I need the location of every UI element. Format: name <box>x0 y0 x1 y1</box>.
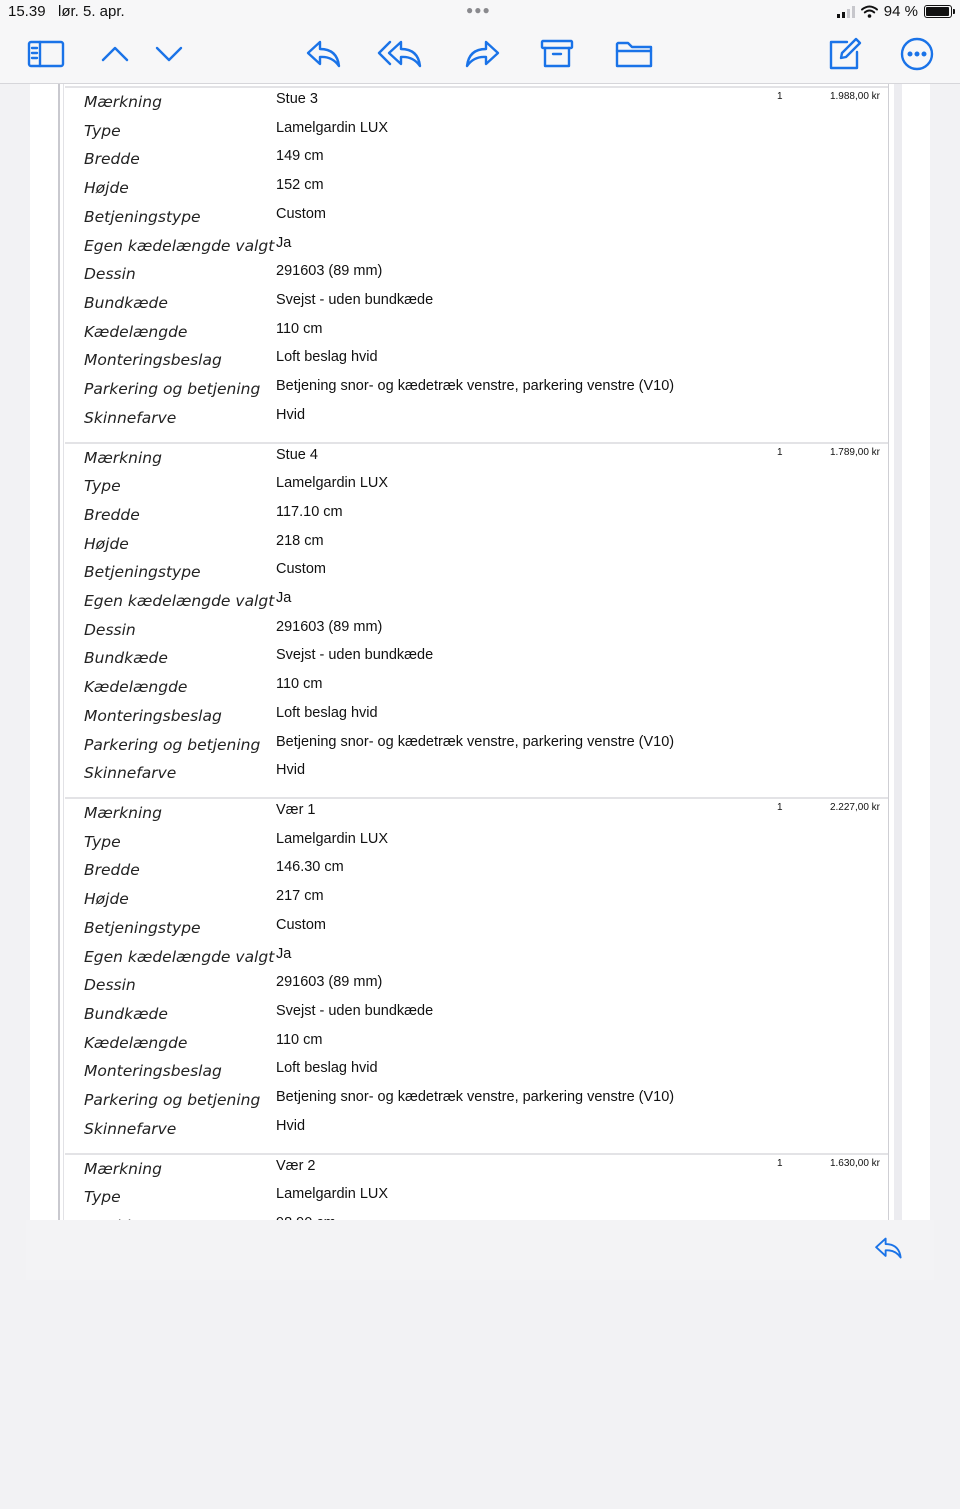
spec-label: Bredde <box>84 150 140 169</box>
spec-label: Skinnefarve <box>84 764 177 783</box>
spec-label: Højde <box>84 179 129 198</box>
spec-row <box>65 559 888 587</box>
spec-row <box>65 445 888 473</box>
spec-label: Bredde <box>84 505 140 524</box>
spec-row <box>65 760 888 788</box>
spec-label: Type <box>84 477 121 496</box>
spec-label: Parkering og betjening <box>84 380 261 398</box>
spec-value: Betjening snor- og kædetræk venstre, parkering venstre (V10) <box>276 1089 675 1105</box>
spec-value: 217 cm <box>276 888 324 905</box>
spec-label: Type <box>84 1188 121 1207</box>
spec-row <box>65 915 888 943</box>
spec-row <box>65 944 888 972</box>
spec-value: Hvid <box>276 406 306 423</box>
spec-value: Svejst - uden bundkæde <box>276 1002 434 1019</box>
spec-value: 110 cm <box>276 676 323 693</box>
spec-row <box>65 204 888 232</box>
spec-row <box>65 502 888 530</box>
spec-value: Svejst - uden bundkæde <box>276 647 434 664</box>
spec-row <box>65 405 888 433</box>
forward-icon <box>464 38 502 70</box>
spec-value: 218 cm <box>276 532 324 549</box>
spec-value: Loft beslag hvid <box>276 349 378 366</box>
order-line-item <box>65 797 888 1153</box>
spec-label: Mærkning <box>84 93 162 111</box>
reply-icon <box>304 38 342 70</box>
spec-value: Custom <box>276 916 326 933</box>
spec-value: Stue 3 <box>276 91 318 107</box>
item-price: 1.630,00 kr <box>829 1157 880 1169</box>
spec-row <box>65 146 888 174</box>
item-price: 1.988,00 kr <box>829 91 880 102</box>
status-time: 15.39 <box>8 3 46 20</box>
spec-label: Monteringsbeslag <box>84 1062 222 1081</box>
spec-label: Mærkning <box>84 448 162 467</box>
spec-row <box>65 1058 888 1086</box>
archive-icon <box>540 39 574 69</box>
spec-value: Stue 4 <box>276 446 318 463</box>
spec-label: Bundkæde <box>84 649 168 668</box>
spec-label: Parkering og betjening <box>84 735 261 754</box>
spec-label: Parkering og betjening <box>84 1091 261 1109</box>
move-to-folder-button[interactable] <box>612 34 656 74</box>
spec-row <box>65 531 888 559</box>
sidebar-toggle-button[interactable] <box>24 34 68 74</box>
item-separator <box>65 1153 888 1155</box>
spec-row <box>65 703 888 731</box>
spec-value: Lamelgardin LUX <box>276 119 389 136</box>
spec-label: Dessin <box>84 620 136 639</box>
item-separator <box>65 86 888 88</box>
item-quantity: 1 <box>777 1157 783 1169</box>
reply-button[interactable] <box>301 34 345 74</box>
multitasking-dots-icon[interactable]: ●●● <box>466 3 491 17</box>
spec-row <box>65 886 888 914</box>
item-separator <box>65 797 888 799</box>
spec-value: Vær 2 <box>276 1157 316 1174</box>
spec-row <box>65 319 888 347</box>
spec-row <box>65 347 888 375</box>
battery-percent: 94 % <box>883 3 918 20</box>
order-document <box>30 84 930 1224</box>
spec-value: Loft beslag hvid <box>276 1060 378 1077</box>
spec-row <box>65 233 888 261</box>
spec-label: Skinnefarve <box>84 408 177 427</box>
spec-value: Hvid <box>276 1117 306 1134</box>
spec-label: Kædelængde <box>84 678 188 697</box>
spec-label: Monteringsbeslag <box>84 706 222 725</box>
spec-value: Lamelgardin LUX <box>276 1186 389 1203</box>
item-separator <box>65 442 888 444</box>
spec-value: Ja <box>276 945 292 962</box>
folder-icon <box>615 39 653 69</box>
spec-label: Betjeningstype <box>84 207 201 226</box>
spec-value: Svejst - uden bundkæde <box>276 291 434 308</box>
spec-label: Bundkæde <box>84 1004 168 1023</box>
spec-value: Vær 1 <box>276 802 316 818</box>
spec-label: Højde <box>84 890 129 909</box>
page-right-band <box>894 84 902 1224</box>
spec-value: 110 cm <box>276 1031 323 1048</box>
next-message-button[interactable] <box>147 34 191 74</box>
status-date: lør. 5. apr. <box>58 3 125 20</box>
spec-value: Hvid <box>276 762 306 779</box>
spec-row <box>65 800 888 828</box>
spec-value: Loft beslag hvid <box>276 704 378 721</box>
spec-label: Type <box>84 832 121 851</box>
compose-icon <box>827 37 861 71</box>
spec-row <box>65 829 888 857</box>
battery-icon <box>924 5 952 18</box>
mail-toolbar <box>0 26 960 84</box>
spec-row <box>65 376 888 404</box>
spec-value: 110 cm <box>276 320 323 337</box>
spec-row <box>65 674 888 702</box>
page-left-border <box>58 84 60 1224</box>
spec-value: Ja <box>276 590 292 606</box>
more-actions-button[interactable] <box>895 34 939 74</box>
spec-row <box>65 175 888 203</box>
reply-all-button[interactable] <box>378 34 422 74</box>
quick-reply-button[interactable] <box>868 1230 908 1266</box>
bottom-bar <box>26 1220 934 1280</box>
spec-value: Betjening snor- og kædetræk venstre, parkering venstre (V10) <box>276 378 675 394</box>
spec-row <box>65 261 888 289</box>
spec-row <box>65 118 888 146</box>
spec-value: Custom <box>276 561 326 578</box>
spec-label: Bredde <box>84 861 140 880</box>
spec-label: Bundkæde <box>84 293 168 312</box>
spec-label: Monteringsbeslag <box>84 351 222 370</box>
spec-value: Betjening snor- og kædetræk venstre, parkering venstre (V10) <box>276 733 675 750</box>
spec-label: Type <box>84 121 121 140</box>
wifi-icon <box>861 5 878 18</box>
cellular-signal-icon <box>837 6 855 18</box>
chevron-down-icon <box>154 44 184 64</box>
archive-button[interactable] <box>535 34 579 74</box>
order-line-item <box>65 86 888 442</box>
spec-value: 149 cm <box>276 148 324 165</box>
spec-row <box>65 972 888 1000</box>
status-bar <box>0 0 960 26</box>
spec-label: Mærkning <box>84 1159 162 1178</box>
compose-button[interactable] <box>822 34 866 74</box>
spec-row <box>65 732 888 760</box>
item-price: 2.227,00 kr <box>829 802 880 813</box>
item-quantity: 1 <box>777 446 783 458</box>
spec-value: Custom <box>276 205 326 222</box>
spec-row <box>65 645 888 673</box>
page-right-border <box>888 84 889 1224</box>
spec-label: Kædelængde <box>84 1033 188 1052</box>
spec-row <box>65 1087 888 1115</box>
order-line-item <box>65 442 888 798</box>
spec-label: Mærkning <box>84 804 162 822</box>
spec-label: Egen kædelængde valgt <box>84 947 275 966</box>
spec-row <box>65 857 888 885</box>
spec-label: Betjeningstype <box>84 563 201 582</box>
status-indicators <box>837 3 952 20</box>
chevron-up-icon <box>100 44 130 64</box>
spec-label: Betjeningstype <box>84 918 201 937</box>
spec-label: Skinnefarve <box>84 1119 177 1138</box>
spec-value: Lamelgardin LUX <box>276 475 389 492</box>
spec-row <box>65 473 888 501</box>
spec-label: Egen kædelængde valgt <box>84 592 275 610</box>
spec-value: 291603 (89 mm) <box>276 263 383 280</box>
spec-label: Dessin <box>84 976 136 995</box>
spec-label: Kædelængde <box>84 322 188 341</box>
spec-row <box>65 290 888 318</box>
previous-message-button[interactable] <box>93 34 137 74</box>
reply-all-icon <box>377 38 423 70</box>
page-left-border-inner <box>63 84 64 1224</box>
spec-value: Lamelgardin LUX <box>276 830 389 847</box>
item-price: 1.789,00 kr <box>829 446 880 458</box>
spec-value: 117.10 cm <box>276 503 343 520</box>
spec-value: 146.30 cm <box>276 859 344 876</box>
spec-value: Ja <box>276 234 292 251</box>
spec-row <box>65 1116 888 1144</box>
order-line-item <box>65 1153 888 1509</box>
spec-value: 152 cm <box>276 177 324 194</box>
sidebar-icon <box>27 39 65 69</box>
spec-label: Dessin <box>84 265 136 284</box>
more-icon <box>900 37 934 71</box>
spec-row <box>65 1030 888 1058</box>
spec-row <box>65 588 888 616</box>
item-quantity: 1 <box>777 91 783 102</box>
item-quantity: 1 <box>777 802 783 813</box>
spec-value: 291603 (89 mm) <box>276 618 383 635</box>
forward-button[interactable] <box>461 34 505 74</box>
reply-icon <box>873 1235 903 1261</box>
spec-label: Højde <box>84 534 129 553</box>
message-body[interactable] <box>0 84 960 1220</box>
spec-row <box>65 1001 888 1029</box>
spec-row <box>65 617 888 645</box>
spec-label: Egen kædelængde valgt <box>84 236 275 255</box>
spec-value: 291603 (89 mm) <box>276 974 383 991</box>
spec-row <box>65 1156 888 1184</box>
spec-row <box>65 89 888 117</box>
spec-row <box>65 1184 888 1212</box>
